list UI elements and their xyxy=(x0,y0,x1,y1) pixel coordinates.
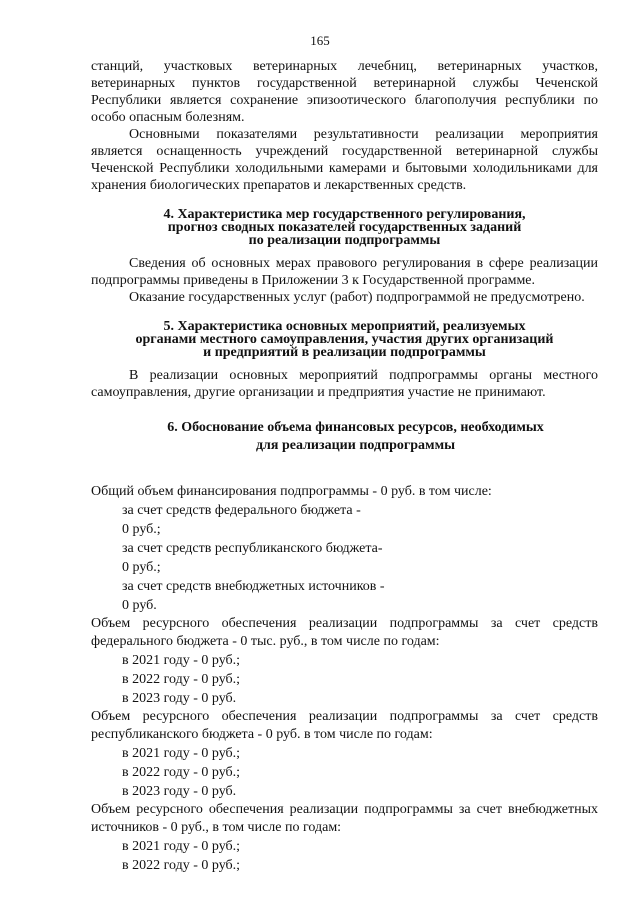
year-item: в 2022 году - 0 руб.; xyxy=(122,858,241,873)
year-item: в 2021 году - 0 руб.; xyxy=(122,746,241,761)
extrabudgetary-paragraph: Объем ресурсного обеспечения реализации подпрограммы за счет внебюджетных источников - 0 руб., в том числе по годам: xyxy=(91,802,598,835)
year-item: в 2022 году - 0 руб.; xyxy=(122,765,241,780)
section-5-heading xyxy=(91,320,598,359)
breakdown-item: за счет средств федерального бюджета - xyxy=(122,503,361,518)
year-item: в 2021 году - 0 руб.; xyxy=(122,653,241,668)
page-number: 165 xyxy=(310,33,330,48)
section-4-paragraph-2: Оказание государственных услуг (работ) подпрограммой не предусмотрено. xyxy=(129,290,585,305)
year-item: в 2023 году - 0 руб. xyxy=(122,691,237,706)
section-5-paragraph-1: В реализации основных мероприятий подпрограммы органы местного самоуправления, другие организации и предприятия участие не принимают. xyxy=(91,368,598,400)
year-item: в 2021 году - 0 руб.; xyxy=(122,839,241,854)
intro-paragraph-2: Основными показателями результативности реализации мероприятия является оснащенность учреждений государственной ветеринарной службы Чеченской Республики холодильными камерами и бытовыми холодильниками для хранения биологических препаратов и лекарственных средств. xyxy=(91,127,598,193)
republic-budget-paragraph: Объем ресурсного обеспечения реализации подпрограммы за счет средств республиканского бюджета - 0 руб. в том числе по годам: xyxy=(91,709,598,742)
intro-paragraph-1: станций, участковых ветеринарных лечебниц, ветеринарных участков, ветеринарных пунктов государственной ветеринарной службы Чеченской Республики является сохранение эпизоотического благополучия республики по особо опасным болезням. xyxy=(91,59,598,125)
heading-line: для реализации подпрограммы xyxy=(255,438,456,453)
breakdown-item: 0 руб.; xyxy=(122,522,161,537)
document-body xyxy=(91,58,598,875)
total-financing: Общий объем финансирования подпрограммы - 0 руб. в том числе: xyxy=(91,484,492,499)
breakdown-item: 0 руб. xyxy=(122,598,157,613)
breakdown-item: за счет средств внебюджетных источников - xyxy=(122,579,385,594)
heading-line: 5. Характеристика основных мероприятий, реализуемых xyxy=(163,319,526,334)
year-item: в 2023 году - 0 руб. xyxy=(122,784,237,799)
breakdown-item: 0 руб.; xyxy=(122,560,161,575)
heading-line: 6. Обоснование объема финансовых ресурсов, необходимых xyxy=(167,420,544,435)
heading-line: органами местного самоуправления, участия других организаций xyxy=(135,332,554,347)
section-4-paragraph-1: Сведения об основных мерах правового регулирования в сфере реализации подпрограммы приведены в Приложении 3 к Государственной программе. xyxy=(91,256,598,288)
section-6-heading xyxy=(91,419,598,455)
heading-line: по реализации подпрограммы xyxy=(248,233,441,248)
breakdown-item: за счет средств республиканского бюджета- xyxy=(122,541,383,556)
year-item: в 2022 году - 0 руб.; xyxy=(122,672,241,687)
federal-budget-paragraph: Объем ресурсного обеспечения реализации подпрограммы за счет средств федерального бюджета - 0 тыс. руб., в том числе по годам: xyxy=(91,616,598,649)
section-4-heading xyxy=(91,208,598,247)
heading-line: 4. Характеристика мер государственного регулирования, xyxy=(163,207,526,222)
heading-line: и предприятий в реализации подпрограммы xyxy=(203,345,486,360)
heading-line: прогноз сводных показателей государственных заданий xyxy=(167,220,522,235)
